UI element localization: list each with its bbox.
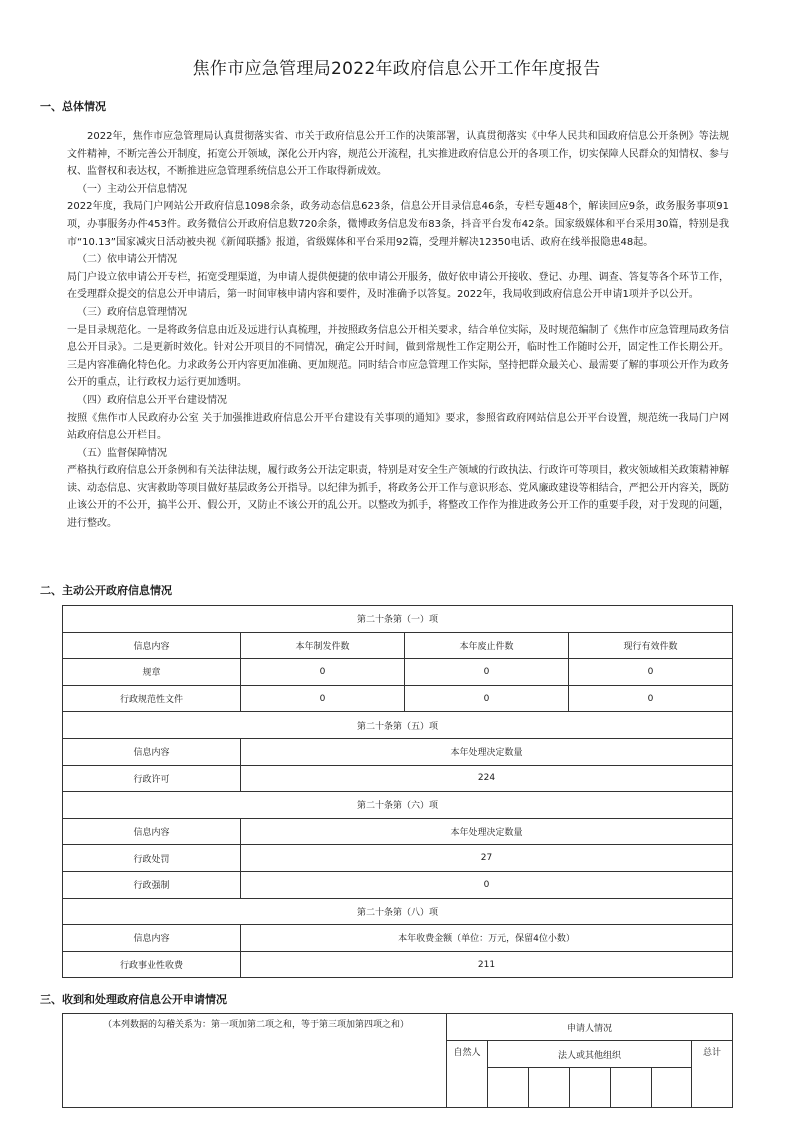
cell-value: 0 — [569, 659, 733, 686]
table-cell — [488, 1068, 529, 1108]
paragraph: 一是目录规范化。一是将政务信息由近及远进行认真梳理，并按照政务信息公开相关要求，结合单位实际，及时规范编制了《焦作市应急管理局政务信息公开目录》。二是更新时效化。针对公开项目的不同情况，确定公开时间，做到常规性工作定期公开，临时性工作随时公开，固定性工作长期公开。三是内容准确化特色化。力求政务公开内容更加准确、更加规范。同时结合市应急管理工作实际，坚持把群众最关心、最需要了解的事项公开作为政务公开的重点，让行政权力运行更加透明。 — [67, 324, 729, 389]
subsection-title: （一）主动公开信息情况 — [77, 183, 187, 195]
column-header: 本年处理决定数量 — [241, 818, 733, 845]
row-label: 行政强制 — [63, 871, 241, 898]
table-cell — [570, 1068, 611, 1108]
table-cell — [652, 1068, 692, 1108]
row-label: 行政事业性收费 — [63, 951, 241, 978]
row-label: 行政规范性文件 — [63, 685, 241, 712]
application-handling-table — [62, 1013, 733, 1108]
table-row — [63, 765, 733, 792]
section-2-heading: 二、主动公开政府信息情况 — [40, 584, 172, 597]
intro-paragraph: 2022年，焦作市应急管理局认真贯彻落实省、市关于政府信息公开工作的决策部署，认真贯彻落实《中华人民共和国政府信息公开条例》等法规文件精神，不断完善公开制度，拓宽公开领域，深化公开内容，规范公开流程，扎实推进政府信息公开的各项工作，切实保障人民群众的知情权、参与权、监督权和表达权，不断推进应急管理系统信息公开工作取得新成效。 — [67, 131, 729, 178]
subsection-title: （四）政府信息公开平台建设情况 — [77, 394, 227, 406]
row-label: 规章 — [63, 659, 241, 686]
cell-value: 211 — [241, 951, 733, 978]
table-row — [63, 951, 733, 978]
column-header: 信息内容 — [63, 925, 241, 952]
column-header: 信息内容 — [63, 818, 241, 845]
column-header: 申请人情况 — [447, 1014, 733, 1041]
table-note: （本列数据的勾稽关系为：第一项加第二项之和，等于第三项加第四项之和） — [63, 1014, 447, 1108]
paragraph: 局门户设立依申请公开专栏，拓宽受理渠道，为申请人提供便捷的依申请公开服务，做好依申请公开接收、登记、办理、调查、答复等各个环节工作，在受理群众提交的信息公开申请后，第一时间审核申请内容和要件，及时准确予以答复。2022年，我局收到政府信息公开申请1项并予以公开。 — [67, 271, 729, 301]
table-row — [63, 845, 733, 872]
table-section-title: 第二十条第（八）项 — [63, 898, 733, 925]
cell-value: 0 — [569, 685, 733, 712]
column-header: 总计 — [692, 1041, 733, 1108]
cell-value: 0 — [405, 659, 569, 686]
column-header: 本年制发件数 — [241, 632, 405, 659]
table-row — [63, 871, 733, 898]
table-row — [63, 659, 733, 686]
column-header: 法人或其他组织 — [488, 1041, 692, 1068]
section-1-body — [67, 128, 729, 533]
column-header: 信息内容 — [63, 632, 241, 659]
cell-value: 27 — [241, 845, 733, 872]
table-cell — [529, 1068, 570, 1108]
paragraph: 2022年度，我局门户网站公开政府信息1098余条，政务动态信息623条，信息公开目录信息46条，专栏专题48个，解读回应9条，政务服务事项91项，办事服务办件453件。政务微信公开政府信息数720余条，微博政务信息发布83条，抖音平台发布42条。国家级媒体和平台采用30篇，特别是我市“10.13”国家减灾日活动被央视《新闻联播》报道，省级媒体和平台采用92篇，受理并解决12350电话、政府在线举报隐患48起。 — [67, 201, 729, 248]
subsection-title: （二）依申请公开情况 — [77, 254, 177, 266]
row-label: 行政许可 — [63, 765, 241, 792]
paragraph: 严格执行政府信息公开条例和有关法律法规，履行政务公开法定职责，特别是对安全生产领域的行政执法、行政许可等项目，救灾领域相关政策精神解读、动态信息、灾害救助等项目做好基层政务公开指导。以纪律为抓手，将政务公开工作与意识形态、党风廉政建设等相结合，严把公开内容关，既防止该公开的不公开，搞半公开、假公开，又防止不该公开的乱公开。以整改为抓手，将整改工作作为推进政务公开工作的重要手段，对于发现的问题，进行整改。 — [67, 465, 729, 530]
cell-value: 0 — [405, 685, 569, 712]
column-header: 自然人 — [447, 1041, 488, 1108]
page-title: 焦作市应急管理局2022年政府信息公开工作年度报告 — [192, 59, 601, 79]
table-cell — [611, 1068, 652, 1108]
section-1-heading: 一、总体情况 — [40, 100, 106, 113]
column-header: 信息内容 — [63, 738, 241, 765]
cell-value: 0 — [241, 685, 405, 712]
column-header: 本年收费金额（单位：万元，保留4位小数） — [241, 925, 733, 952]
cell-value: 224 — [241, 765, 733, 792]
column-header: 本年废止件数 — [405, 632, 569, 659]
row-label: 行政处罚 — [63, 845, 241, 872]
column-header: 本年处理决定数量 — [241, 738, 733, 765]
subsection-title: （三）政府信息管理情况 — [77, 306, 187, 318]
table-section-title: 第二十条第（一）项 — [63, 606, 733, 633]
subsection-title: （五）监督保障情况 — [77, 447, 167, 459]
proactive-disclosure-table — [62, 605, 733, 978]
section-3-heading: 三、收到和处理政府信息公开申请情况 — [40, 993, 227, 1006]
column-header: 现行有效件数 — [569, 632, 733, 659]
cell-value: 0 — [241, 871, 733, 898]
paragraph: 按照《焦作市人民政府办公室 关于加强推进政府信息公开平台建设有关事项的通知》要求，参照省政府网站信息公开平台设置，规范统一我局门户网站政府信息公开栏目。 — [67, 412, 729, 442]
table-section-title: 第二十条第（六）项 — [63, 792, 733, 819]
cell-value: 0 — [241, 659, 405, 686]
table-row — [63, 685, 733, 712]
table-section-title: 第二十条第（五）项 — [63, 712, 733, 739]
